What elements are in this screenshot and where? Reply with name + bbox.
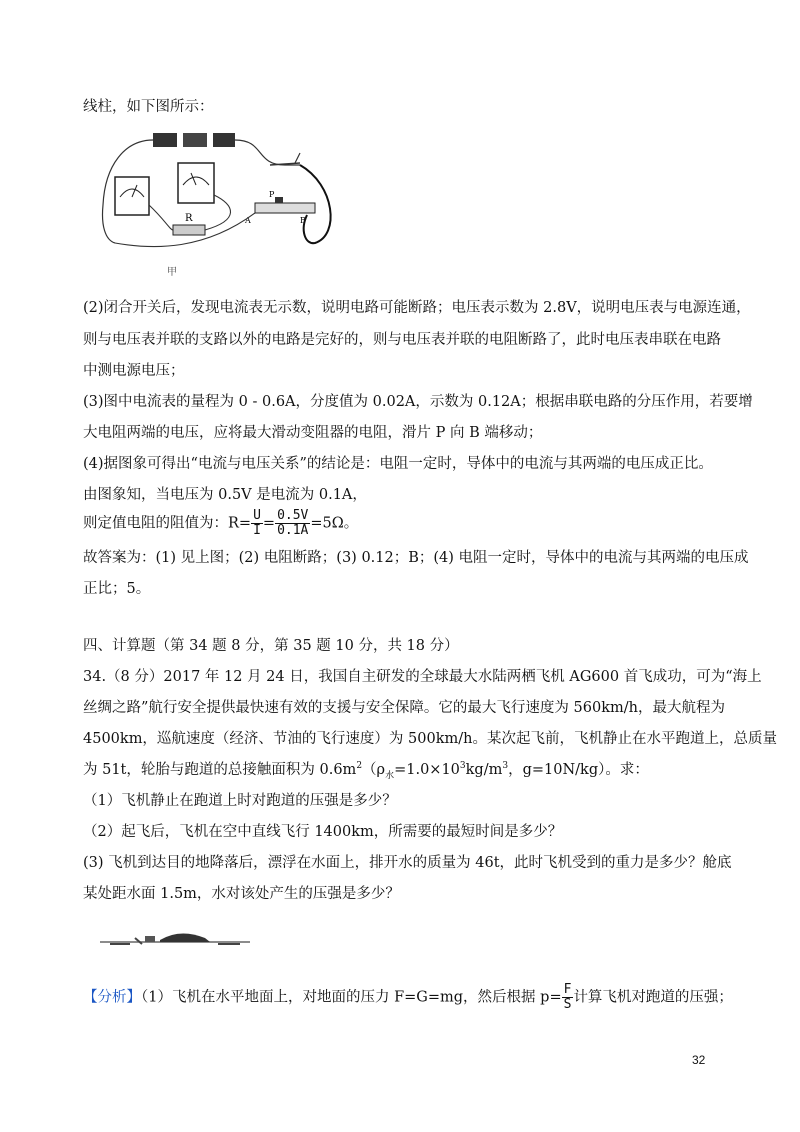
resistor-icon <box>173 213 205 235</box>
text-span: （ρ <box>362 762 386 778</box>
text-line: 大电阻两端的电压，应将最大滑动变阻器的电阻，滑片 P 向 B 端移动； <box>83 425 543 441</box>
text-line: (3)图中电流表的量程为 0 - 0.6A，分度值为 0.02A，示数为 0.12A；根据串联电路的分压作用，若要增 <box>83 394 753 410</box>
subscript: 水 <box>385 770 395 781</box>
text-line: (4)据图象可得出“电流与电压关系”的结论是：电阻一定时，导体中的电流与其两端的电压成正比。 <box>83 456 713 472</box>
fraction-f-over-s <box>562 983 574 1012</box>
resistor-label: R <box>185 213 193 224</box>
text-line: (3) 飞机到达目的地降落后，漂浮在水面上，排开水的质量为 46t，此时飞机受到的重力是多少？舱底 <box>83 855 732 871</box>
section-heading: 四、计算题（第 34 题 8 分，第 35 题 10 分，共 18 分） <box>83 638 459 654</box>
superscript: 3 <box>459 761 466 772</box>
superscript: 3 <box>502 761 509 772</box>
text-span: 为 51t，轮胎与跑道的总接触面积为 0.6m <box>83 762 357 778</box>
battery-icon <box>183 133 207 147</box>
battery-icon <box>213 133 235 147</box>
text-line <box>83 758 649 781</box>
fraction-values <box>275 509 310 538</box>
text-span: 计算飞机对跑道的压强； <box>573 989 733 1006</box>
text-line: 线柱，如下图所示： <box>83 99 214 115</box>
superscript: 2 <box>356 761 363 772</box>
text-line: 34.（8 分）2017 年 12 月 24 日，我国自主研发的全球最大水陆两栖飞机 AG600 首飞成功，可为“海上 <box>83 669 762 685</box>
end-a-label: A <box>245 216 251 225</box>
fraction-u-over-i <box>251 509 263 538</box>
fraction-denominator: 0.1A <box>277 523 309 538</box>
slider-label: P <box>269 190 275 199</box>
formula-line <box>83 509 358 538</box>
analysis-line <box>83 983 733 1012</box>
text-line: （1）飞机静止在跑道上时对跑道的压强是多少？ <box>83 793 397 809</box>
text-line: 丝绸之路”航行安全提供最快速有效的支援与安全保障。它的最大飞行速度为 560km/h，最大航程为 <box>83 700 725 716</box>
ammeter-icon <box>115 177 149 215</box>
figure-caption: 甲 <box>167 267 177 278</box>
fraction-numerator: U <box>253 508 261 523</box>
formula-suffix: =5Ω。 <box>310 515 359 532</box>
end-b-label: B <box>300 216 306 225</box>
airplane-image <box>100 926 250 950</box>
page-number: 32 <box>692 1053 706 1067</box>
fraction-denominator: I <box>253 523 261 538</box>
fraction-numerator: F <box>563 982 572 997</box>
text-line: 4500km，巡航速度（经济、节油的飞行速度）为 500km/h。某次起飞前，飞机静止在水平跑道上，总质量 <box>83 731 777 747</box>
text-line: 故答案为：(1) 见上图；(2) 电阻断路；(3) 0.12；B；(4) 电阻一定时，导体中的电流与其两端的电压成 <box>83 550 749 566</box>
text-line: 某处距水面 1.5m，水对该处产生的压强是多少？ <box>83 886 400 902</box>
formula-prefix: 则定值电阻的阻值为：R= <box>83 515 252 532</box>
battery-icon <box>153 133 177 147</box>
text-line: 则与电压表并联的支路以外的电路是完好的，则与电压表并联的电阻断路了，此时电压表串联在电路 <box>83 332 721 348</box>
circuit-diagram <box>95 125 345 283</box>
text-line: 由图象知，当电压为 0.5V 是电流为 0.1A， <box>83 487 367 503</box>
text-line: (2)闭合开关后，发现电流表无示数，说明电路可能断路；电压表示数为 2.8V，说明电压表与电源连通， <box>83 300 751 316</box>
equals-sign: = <box>262 515 276 532</box>
text-span: ，g=10N/kg）。求： <box>508 762 649 778</box>
fraction-denominator: S <box>563 997 572 1012</box>
text-line: 中测电源电压； <box>83 363 185 379</box>
text-line: 正比；5。 <box>83 581 151 597</box>
text-line: （2）起飞后，飞机在空中直线飞行 1400km，所需要的最短时间是多少？ <box>83 824 563 840</box>
text-span: kg/m <box>465 762 503 778</box>
analysis-tag: 【分析】 <box>83 989 141 1006</box>
text-span: （1）飞机在水平地面上，对地面的压力 F=G=mg，然后根据 p= <box>141 989 562 1006</box>
fraction-numerator: 0.5V <box>277 508 309 523</box>
text-span: =1.0×10 <box>394 762 460 778</box>
voltmeter-icon <box>178 163 214 203</box>
